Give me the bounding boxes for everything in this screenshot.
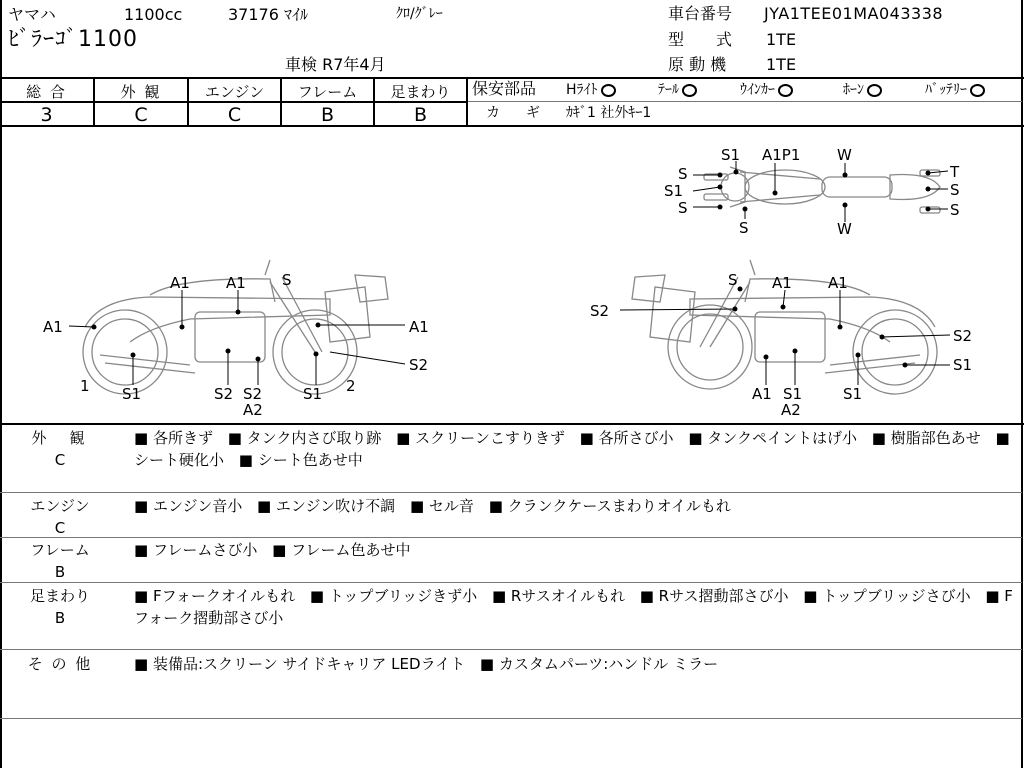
diagram-bottom	[0, 423, 1024, 425]
safety-item-tail: ﾃｰﾙ	[658, 83, 697, 97]
section-items	[134, 427, 1014, 471]
label-left-0: A1	[170, 274, 190, 292]
condition-item: ■ Fフォーク摺動部さび小	[134, 587, 1013, 627]
frame-no-label: 車台番号	[668, 4, 733, 23]
section-label: 足まわり	[29, 587, 90, 605]
label-left-2: S	[282, 271, 292, 289]
condition-item: ■ シート色あせ中	[238, 451, 363, 469]
key-value: ｶｷﾞ1 社外ｷｰ1	[566, 105, 652, 121]
label-right-6: A1	[752, 385, 772, 403]
ok-mark-icon	[601, 84, 616, 97]
condition-item: ■ トップブリッジきず小	[309, 587, 478, 605]
grade-label-suspension: 足まわり	[390, 83, 451, 101]
label-top-10: S	[950, 201, 960, 219]
label-top-7: W	[837, 220, 852, 238]
section-label: フレーム	[30, 541, 90, 559]
condition-item: ■ タンクペイントはげ小	[688, 429, 857, 447]
divider	[0, 537, 1022, 538]
diagram-labels	[43, 146, 972, 419]
mileage: 37176 ﾏｲﾙ	[228, 5, 308, 24]
label-right-3: S2	[590, 302, 610, 320]
label-right-2: A1	[828, 274, 848, 292]
grade-label-frame: フレーム	[297, 83, 358, 101]
safety-row-mid	[467, 101, 1022, 102]
bike-top-view-icon	[704, 167, 940, 213]
label-left-6: S1	[122, 385, 142, 403]
divider	[0, 718, 1022, 719]
section-items	[134, 495, 1014, 517]
condition-item: ■ シート硬化小	[134, 429, 1010, 469]
label-top-2: W	[837, 146, 852, 164]
displacement: 1100cc	[124, 5, 183, 24]
condition-item: ■ エンジン音小	[134, 497, 243, 515]
damage-diagram	[0, 127, 1022, 423]
label-left-8: S2	[243, 385, 263, 403]
section-label: 外 観	[31, 429, 89, 447]
condition-item: ■ スクリーンこすりきず	[396, 429, 565, 447]
model-name: ﾋﾞﾗｰｺﾞ1100	[8, 27, 138, 52]
safety-item-horn: ﾎｰﾝ	[843, 83, 882, 97]
divider	[0, 582, 1022, 583]
label-top-6: S	[739, 219, 749, 237]
label-left-7: S2	[214, 385, 234, 403]
ok-mark-icon	[778, 84, 793, 97]
section-items	[134, 585, 1014, 629]
damage-dots	[92, 170, 931, 368]
section-label: エンジン	[30, 497, 90, 515]
type-label: 型 式	[668, 30, 733, 49]
label-right-9: S1	[843, 385, 863, 403]
engine-label: 原 動 機	[668, 55, 727, 74]
condition-item: ■ フレームさび小	[134, 541, 258, 559]
grade-value-suspension: B	[413, 104, 428, 126]
ok-mark-icon	[970, 84, 985, 97]
divider	[0, 492, 1022, 493]
label-top-1: A1P1	[762, 146, 801, 164]
condition-item: ■ トップブリッジさび小	[803, 587, 971, 605]
label-top-3: S	[678, 165, 688, 183]
grade-label-engine: エンジン	[204, 83, 265, 101]
ok-mark-icon	[867, 84, 882, 97]
section-grade: B	[54, 609, 66, 627]
label-top-9: S	[950, 181, 960, 199]
safety-item-battery: ﾊﾞｯﾃﾘｰ	[925, 83, 985, 97]
section-label: そ の 他	[27, 655, 93, 673]
label-top-0: S1	[721, 146, 741, 164]
frame-no: JYA1TEE01MA043338	[764, 4, 944, 23]
label-left-3: A1	[43, 318, 63, 336]
label-left-9: A2	[243, 401, 263, 419]
label-left-10: S1	[303, 385, 323, 403]
grade-value-overall: 3	[40, 104, 53, 126]
condition-item: ■ Fフォークオイルもれ	[134, 587, 296, 605]
key-label: カ ギ	[486, 105, 546, 121]
inspection-date: 車検 R7年4月	[285, 55, 386, 74]
label-right-5: S1	[953, 356, 973, 374]
safety-item-headlight: Hﾗｲﾄ	[566, 83, 616, 97]
make: ヤマハ	[8, 5, 56, 24]
label-top-8: T	[950, 163, 960, 181]
label-right-7: S1	[783, 385, 803, 403]
divider	[0, 649, 1022, 650]
label-right-8: A2	[781, 401, 801, 419]
condition-item: ■ 各所さび小	[579, 429, 674, 447]
section-grade: C	[54, 519, 66, 537]
grade-value-frame: B	[320, 104, 335, 126]
label-left-12: S2	[409, 356, 429, 374]
section-grade: B	[54, 563, 66, 581]
section-grade: C	[54, 451, 66, 469]
condition-item: ■ 樹脂部色あせ	[871, 429, 981, 447]
condition-item: ■ エンジン吹け不調	[256, 497, 396, 515]
condition-item: ■ フレーム色あせ中	[272, 541, 411, 559]
ok-mark-icon	[682, 84, 697, 97]
condition-item: ■ 装備品:スクリーン サイドキャリア LEDライト	[134, 655, 466, 673]
condition-item: ■ Rサスオイルもれ	[491, 587, 625, 605]
grade-value-engine: C	[227, 104, 242, 126]
grade-label-exterior: 外 観	[120, 83, 162, 101]
condition-item: ■ Rサス摺動部さび小	[639, 587, 789, 605]
label-right-4: S2	[953, 327, 973, 345]
section-items	[134, 653, 1014, 675]
label-left-1: A1	[226, 274, 246, 292]
condition-item: ■ カスタムパーツ:ハンドル ミラー	[479, 655, 719, 673]
label-left-11: 2	[346, 377, 356, 395]
label-top-5: S	[678, 199, 688, 217]
condition-item: ■ セル音	[409, 497, 474, 515]
safety-label: 保安部品	[472, 79, 537, 98]
engine-value: 1TE	[766, 55, 797, 74]
condition-item: ■ 各所きず	[134, 429, 213, 447]
label-right-0: S	[728, 271, 738, 289]
grade-label-overall: 総 合	[26, 83, 67, 101]
type-value: 1TE	[766, 30, 797, 49]
grade-value-exterior: C	[134, 104, 148, 126]
condition-item: ■ タンク内さび取り跡	[227, 429, 382, 447]
grade-sep-5	[466, 77, 468, 126]
condition-item: ■ クランクケースまわりオイルもれ	[488, 497, 731, 515]
safety-item-winker: ｳｲﾝｶｰ	[740, 83, 793, 97]
section-items	[134, 539, 1014, 561]
label-right-1: A1	[772, 274, 792, 292]
label-left-4: A1	[409, 318, 429, 336]
label-top-4: S1	[664, 182, 684, 200]
color: ｸﾛ/ｸﾞﾚｰ	[396, 6, 443, 22]
label-left-5: 1	[80, 377, 90, 395]
